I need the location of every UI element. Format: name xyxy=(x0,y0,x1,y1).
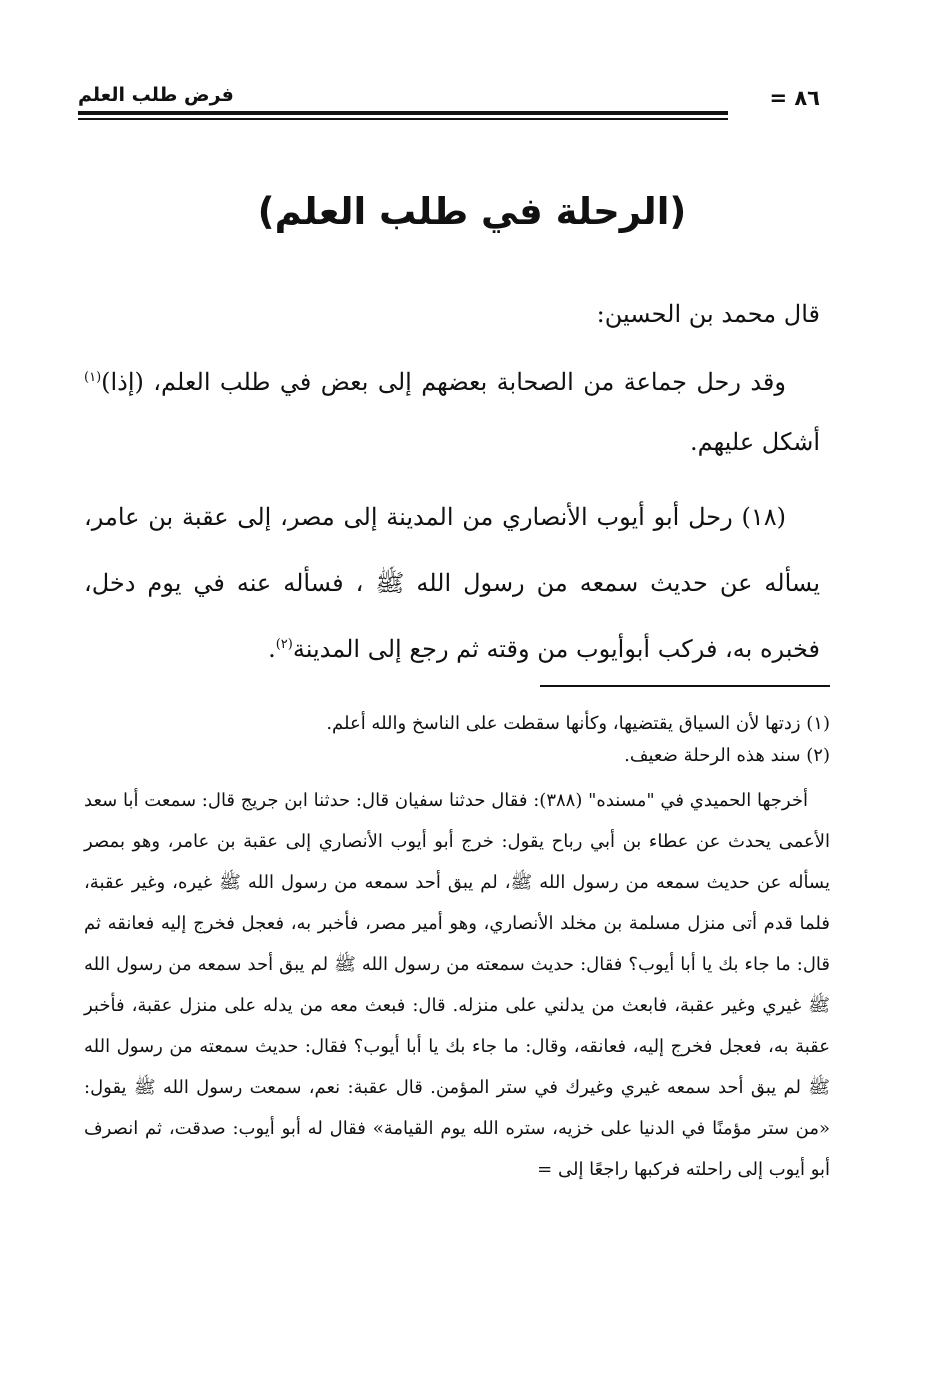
paragraph-intro xyxy=(84,352,820,472)
hadith-18-text xyxy=(84,484,820,682)
paragraph-intro-text xyxy=(84,352,820,472)
header-rule-thin xyxy=(78,118,728,120)
footnote-marker-2: (٢) xyxy=(275,637,293,652)
hadith-text: (١٨) رحل أبو أيوب الأنصاري من المدينة إلى مصر، إلى عقبة بن عامر، يسأله عن حديث سمعه من رسول الله ﷺ ، فسأله عنه في يوم دخل، فخبره به، فركب أبوأيوب من وقته ثم رجع إلى المدينة xyxy=(84,503,820,663)
footnote-marker-1: (١) xyxy=(84,370,102,385)
para1-end: أشكل عليهم. xyxy=(689,428,820,456)
running-title: فرض طلب العلم xyxy=(78,84,234,106)
footnote-2-body: أخرجها الحميدي في "مسنده" (٣٨٨): فقال حدثنا سفيان قال: حدثنا ابن جريج قال: سمعت أبا سعد الأعمى يحدث عن عطاء بن أبي رباح يقول: خرج أبو أيوب الأنصاري إلى عقبة بن عامر، وهو بمصر يسأله عن حديث سمعه من رسول الله ﷺ، لم يبق أحد سمعه من رسول الله ﷺ غيره، وغير عقبة، فلما قدم أتى منزل مسلمة بن مخلد الأنصاري، وهو أمير مصر، فأخبر به، فعجل فخرج إليه فعانقه ثم قال: ما جاء بك يا أبا أيوب؟ فقال: حديث سمعته من رسول الله ﷺ لم يبق أحد سمعه من رسول الله ﷺ غيري وغير عقبة، فابعث من يدلني على منزله. قال: فبعث معه من يدله على منزل عقبة، فأخبر عقبة به، فعجل فخرج إليه، فعانقه، وقال: ما جاء بك يا أبا أيوب؟ فقال: حديث سمعته من رسول الله ﷺ لم يبق أحد سمعه غيري وغيرك في ستر المؤمن. قال عقبة: نعم، سمعت رسول الله ﷺ يقول: «من ستر مؤمنًا في الدنيا على خزيه، ستره الله يوم القيامة» فقال له أبو أيوب: صدقت، ثم انصرف أبو أيوب إلى راحلته فركبها راجعًا إلى = xyxy=(84,790,831,1180)
para1-text: وقد رحل جماعة من الصحابة بعضهم إلى بعض في طلب العلم، (إذا) xyxy=(101,368,786,396)
footnote-separator xyxy=(540,685,830,687)
hadith-end: . xyxy=(268,635,276,663)
chapter-title: (الرحلة في طلب العلم) xyxy=(257,190,687,233)
header-rule-thick xyxy=(78,111,728,115)
speaker-text: قال محمد بن الحسين: xyxy=(596,300,820,328)
footnote-2: (٢) سند هذه الرحلة ضعيف. xyxy=(624,745,830,766)
page-number: ٨٦ = xyxy=(769,86,820,110)
footnotes xyxy=(84,708,830,1190)
footnote-1: (١) زدتها لأن السياق يقتضيها، وكأنها سقطت على الناسخ والله أعلم. xyxy=(326,713,830,734)
hadith-18 xyxy=(84,484,820,682)
speaker-line xyxy=(84,296,820,332)
page-header xyxy=(78,84,820,124)
